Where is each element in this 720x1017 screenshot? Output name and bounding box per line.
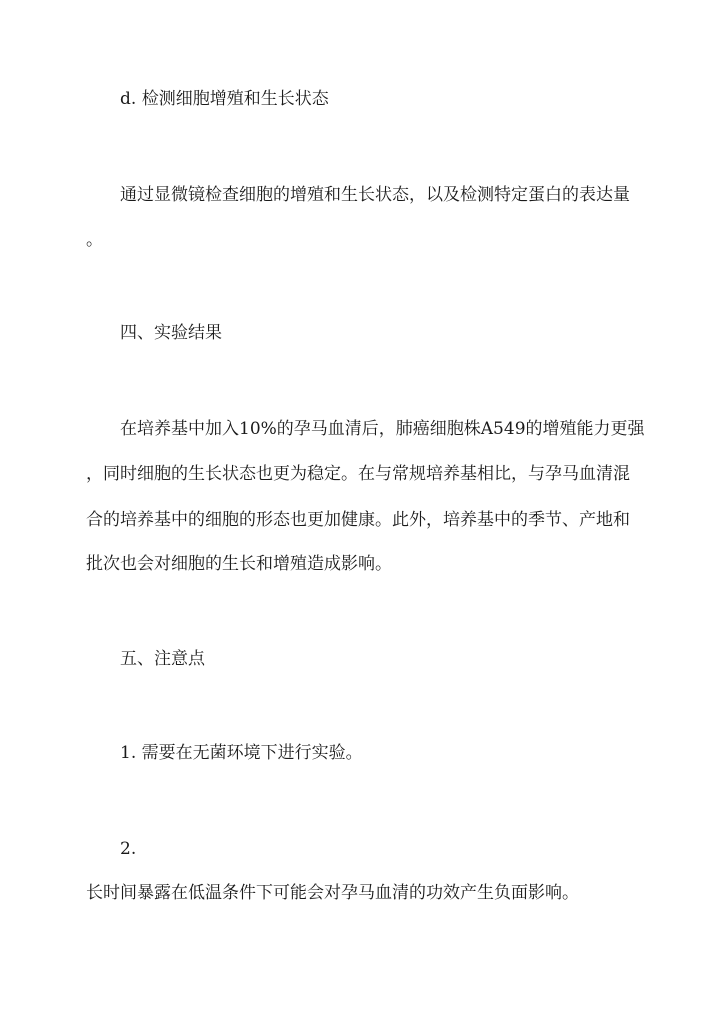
section-d-heading: d. 检测细胞增殖和生长状态 <box>120 89 329 109</box>
section-5-heading: 五、注意点 <box>120 649 205 669</box>
section-4-paragraph-line: 在培养基中加入10%的孕马血清后，肺癌细胞株A549的增殖能力更强 <box>120 419 645 439</box>
note-item-2-text: 长时间暴露在低温条件下可能会对孕马血清的功效产生负面影响。 <box>86 883 579 903</box>
note-item-2-number: 2. <box>120 839 137 859</box>
section-4-paragraph-line: 批次也会对细胞的生长和增殖造成影响。 <box>86 554 392 574</box>
section-4-paragraph-line: 合的培养基中的细胞的形态也更加健康。此外，培养基中的季节、产地和 <box>86 510 630 530</box>
section-4-paragraph-line: ，同时细胞的生长状态也更为稳定。在与常规培养基相比，与孕马血清混 <box>86 464 630 484</box>
section-d-body-line: 。 <box>86 230 103 250</box>
section-4-heading: 四、实验结果 <box>120 323 222 343</box>
section-d-body-line: 通过显微镜检查细胞的增殖和生长状态，以及检测特定蛋白的表达量 <box>120 185 630 205</box>
note-item-1: 1. 需要在无菌环境下进行实验。 <box>120 743 363 763</box>
